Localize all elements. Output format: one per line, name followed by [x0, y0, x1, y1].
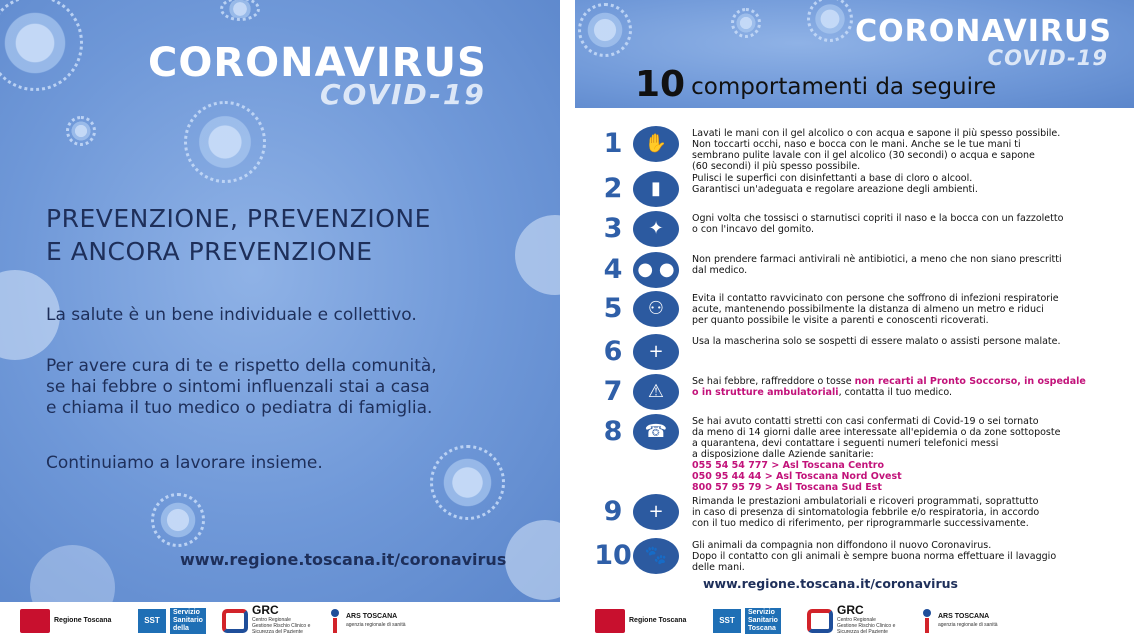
person-icon	[920, 609, 934, 633]
behaviour-text-line: Gli animali da compagnia non diffondono il nuovo Coronavirus.	[692, 540, 992, 551]
regione-label: Regione Toscana	[54, 617, 112, 624]
behaviour-text	[692, 496, 1127, 529]
behaviour-number: 4	[603, 254, 623, 285]
behaviour-text-line: Usa la mascherina solo se sospetti di essere malato o assisti persone malate.	[692, 336, 1061, 347]
grc-text-block	[837, 603, 897, 636]
ars-label: ARS TOSCANA	[938, 613, 990, 620]
person-icon	[328, 609, 342, 633]
behaviour-text-line: Rimanda le prestazioni ambulatoriali e ricoveri programmati, soprattutto	[692, 496, 1039, 507]
right-title: CORONAVIRUS	[855, 14, 1112, 49]
behaviour-text-line: a disposizione dalle Aziende sanitarie:	[692, 449, 874, 460]
ars-label: ARS TOSCANA	[346, 613, 398, 620]
behaviours-label: comportamenti da seguire	[691, 74, 997, 100]
ars-logo	[920, 608, 998, 634]
virus-icon	[0, 8, 70, 78]
grc-label: GRC	[837, 603, 864, 617]
behaviour-number: 6	[603, 336, 623, 367]
behaviour-text-line: sembrano pulite lavale con il gel alcolico (30 secondi) o acqua e sapone	[692, 150, 1035, 161]
behaviour-text-line	[692, 387, 1127, 398]
behaviour-text	[692, 416, 1127, 493]
right-footer	[575, 604, 1134, 638]
virus-icon	[158, 500, 198, 540]
regione-toscana-logo	[20, 608, 111, 634]
hexagon-icon	[222, 609, 248, 633]
ars-text-block	[346, 613, 406, 629]
virus-icon	[813, 2, 847, 36]
right-heading	[635, 64, 1125, 105]
behaviour-text-line: Non prendere farmaci antivirali nè antibiotici, a meno che non siano prescritti	[692, 254, 1062, 265]
behaviour-text	[692, 376, 1127, 398]
paragraph-care	[46, 356, 526, 419]
left-heading	[46, 202, 516, 268]
behaviour-text-line: delle mani.	[692, 562, 745, 573]
sst-line: Sanitario	[748, 617, 778, 624]
behaviour-number: 9	[603, 496, 623, 527]
behaviour-text-line: Evita il contatto ravvicinato con persone che soffrono di infezioni respiratorie	[692, 293, 1059, 304]
chat-plus-icon: +	[633, 494, 679, 530]
behaviour-number: 8	[603, 416, 623, 447]
right-url-link[interactable]: www.regione.toscana.it/coronavirus	[703, 576, 958, 591]
warning-highlight: o in strutture ambulatoriali	[692, 387, 839, 398]
left-poster	[0, 0, 560, 602]
hand-washing-icon: ✋	[633, 126, 679, 162]
pets-icon: 🐾	[633, 538, 679, 574]
asl-phone-number[interactable]: 800 57 95 79 > Asl Toscana Sud Est	[692, 482, 882, 493]
text-segment: , contatta il tuo medico.	[838, 387, 953, 398]
behaviour-number: 7	[603, 376, 623, 407]
right-header	[575, 0, 1134, 108]
decorative-bubble	[515, 215, 560, 295]
behaviour-text-line: con il tuo medico di riferimento, per riprogrammarle successivamente.	[692, 518, 1029, 529]
behaviour-text	[692, 293, 1127, 326]
distance-people-icon: ⚇	[633, 291, 679, 327]
sst-line: Sanitario	[173, 617, 203, 624]
left-url-link[interactable]: www.regione.toscana.it/coronavirus	[180, 550, 507, 569]
left-title: CORONAVIRUS	[148, 40, 487, 86]
right-subtitle: COVID-19	[987, 46, 1108, 70]
behaviour-text-line: Se hai avuto contatti stretti con casi confermati di Covid-19 o sei tornato	[692, 416, 1039, 427]
warning-icon: ⚠	[633, 374, 679, 410]
sst-line: Servizio	[748, 609, 775, 616]
behaviour-text	[692, 254, 1127, 276]
warning-highlight: non recarti al Pronto Soccorso, in ospedale	[854, 376, 1086, 387]
behaviour-text	[692, 173, 1127, 195]
decorative-bubble	[30, 545, 115, 602]
paragraph-line: se hai febbre o sintomi influenzali stai a casa	[46, 377, 430, 397]
virus-icon	[735, 12, 757, 34]
grc-text-block	[252, 603, 312, 636]
behaviour-number: 3	[603, 213, 623, 244]
behaviour-text-line: dal medico.	[692, 265, 748, 276]
behaviour-text	[692, 213, 1127, 235]
grc-label: GRC	[252, 603, 279, 617]
behaviour-text	[692, 128, 1127, 172]
left-footer	[0, 604, 560, 638]
virus-icon	[585, 10, 625, 50]
ars-sublabel: agenzia regionale di sanità	[346, 622, 406, 628]
behaviour-text-line: o con l'incavo del gomito.	[692, 224, 814, 235]
behaviour-text-line: per quanto possibile le visite a parenti e conoscenti ricoverati.	[692, 315, 989, 326]
regione-toscana-logo	[595, 608, 686, 634]
virus-icon	[195, 112, 255, 172]
paragraph-line: Per avere cura di te e rispetto della comunità,	[46, 356, 437, 376]
behaviour-number: 1	[603, 128, 623, 159]
grc-sublabel: Centro Regionale Gestione Rischio Clinico e Sicurezza del Paziente	[837, 617, 896, 635]
left-subtitle: COVID-19	[320, 78, 486, 111]
sst-logo	[713, 608, 781, 634]
grc-logo	[807, 603, 897, 635]
heading-line: E ANCORA PREVENZIONE	[46, 237, 373, 266]
sst-line: Servizio	[173, 609, 200, 616]
text-segment: Se hai febbre, raffreddore o tosse	[692, 376, 855, 387]
asl-phone-number[interactable]: 050 95 44 44 > Asl Toscana Nord Ovest	[692, 471, 902, 482]
paragraph-together: Continuiamo a lavorare insieme.	[46, 453, 323, 473]
behaviour-text-line: da meno di 14 giorni dalle aree interessate all'epidemia o da zone sottoposte	[692, 427, 1061, 438]
sst-line: Toscana	[748, 625, 776, 632]
disinfectant-bottle-icon: ▮	[633, 171, 679, 207]
behaviour-text	[692, 540, 1127, 573]
phone-call-icon: ☎	[633, 414, 679, 450]
behaviour-text-line: a quarantena, devi contattare i seguenti numeri telefonici messi	[692, 438, 999, 449]
behaviour-text-line	[692, 376, 1127, 387]
behaviour-text-line: (60 secondi) il più spesso possibile.	[692, 161, 861, 172]
behaviour-text-line: acute, mantenendo possibilmente la distanza di almeno un metro e riduci	[692, 304, 1044, 315]
face-mask-icon: +	[633, 334, 679, 370]
behaviour-text-line: Pulisci le superfici con disinfettanti a base di cloro o alcool.	[692, 173, 973, 184]
sst-badge: SST	[138, 609, 166, 633]
behaviour-text-line: in caso di presenza di sintomatologia febbrile e/o respiratoria, in accordo	[692, 507, 1040, 518]
behaviour-number: 5	[603, 293, 623, 324]
virus-icon	[225, 0, 255, 18]
grc-logo	[222, 603, 312, 635]
behaviour-text-line: Dopo il contatto con gli animali è sempre buona norma effettuare il lavaggio	[692, 551, 1057, 562]
behaviour-text-line: Ogni volta che tossisci o starnutisci copriti il naso e la bocca con un fazzoletto	[692, 213, 1064, 224]
paragraph-line: e chiama il tuo medico o pediatra di famiglia.	[46, 398, 433, 418]
heading-line: PREVENZIONE, PREVENZIONE	[46, 204, 431, 233]
ars-logo	[328, 608, 406, 634]
behaviour-text-line: Non toccarti occhi, naso e bocca con le mani. Anche se le tue mani ti	[692, 139, 1021, 150]
sst-label	[745, 608, 781, 634]
behaviour-number: 10	[594, 540, 632, 571]
hexagon-icon	[807, 609, 833, 633]
sneeze-elbow-icon: ✦	[633, 211, 679, 247]
behaviour-text-line: Lavati le mani con il gel alcolico o con acqua e sapone il più spesso possibile.	[692, 128, 1061, 139]
right-poster	[575, 0, 1134, 602]
ars-text-block	[938, 613, 998, 629]
regione-label: Regione Toscana	[629, 617, 687, 624]
ars-sublabel: agenzia regionale di sanità	[938, 622, 998, 628]
pills-icon: ● ●	[633, 252, 679, 288]
behaviour-text-line: Garantisci un'adeguata e regolare areazione degli ambienti.	[692, 184, 978, 195]
behaviour-number: 2	[603, 173, 623, 204]
paragraph-health: La salute è un bene individuale e collettivo.	[46, 305, 417, 325]
pegasus-icon	[20, 609, 50, 633]
pegasus-icon	[595, 609, 625, 633]
sst-badge: SST	[713, 609, 741, 633]
grc-sublabel: Centro Regionale Gestione Rischio Clinico e Sicurezza del Paziente	[252, 617, 311, 635]
virus-icon	[70, 120, 92, 142]
behaviours-count: 10	[635, 64, 686, 105]
sst-line: della	[173, 625, 189, 632]
sst-logo	[138, 608, 206, 634]
sst-label	[170, 608, 206, 634]
behaviour-text	[692, 336, 1127, 347]
asl-phone-number[interactable]: 055 54 54 777 > Asl Toscana Centro	[692, 460, 885, 471]
